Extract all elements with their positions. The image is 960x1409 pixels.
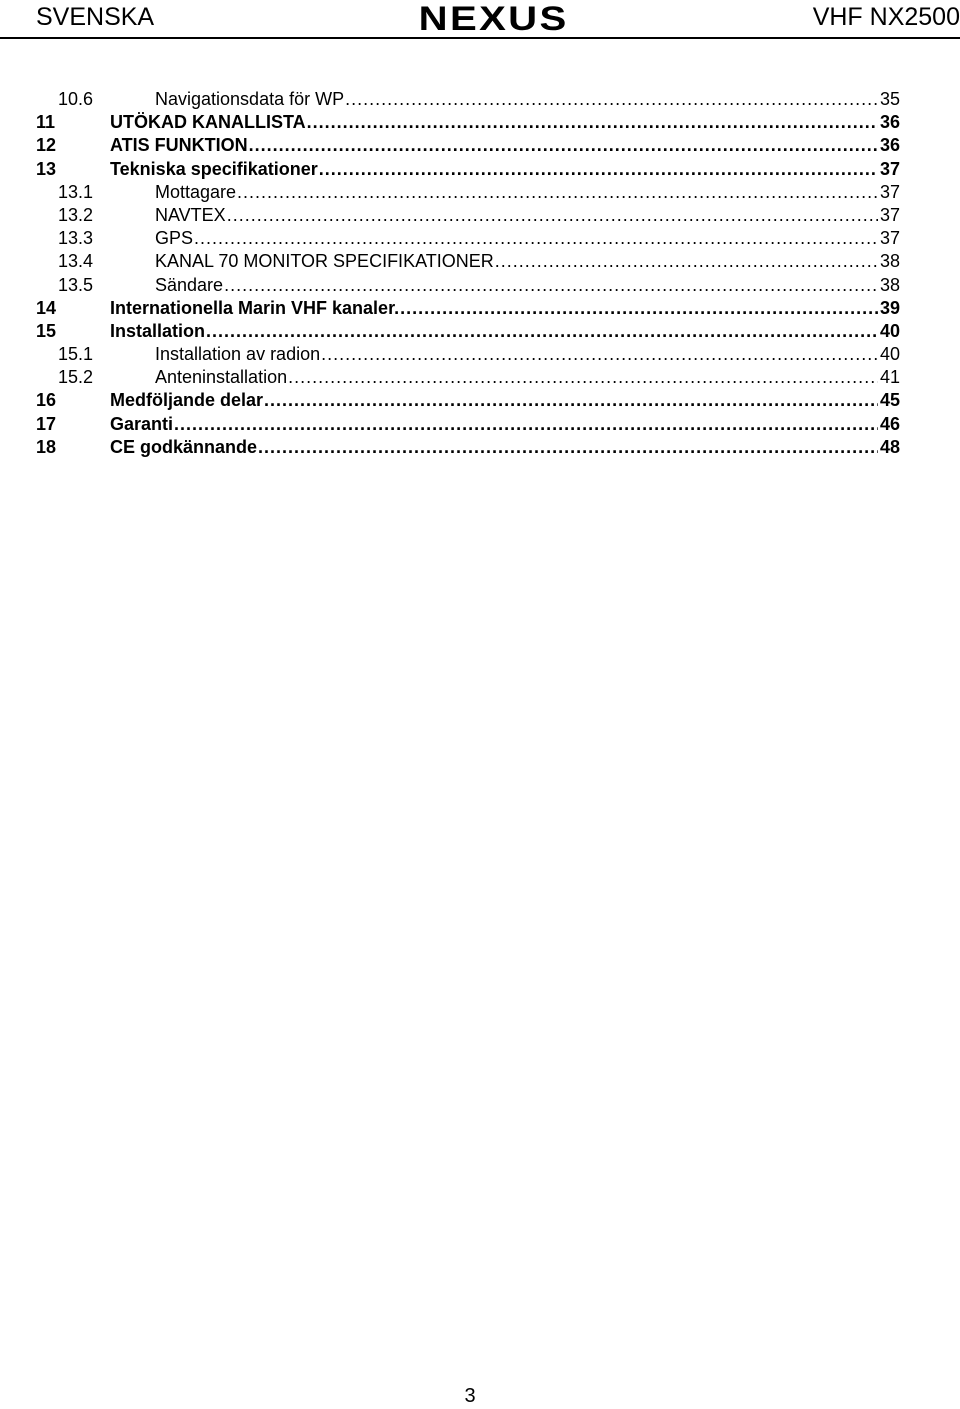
toc-entry-number: 15.1 (58, 344, 94, 365)
toc-entry-number: 12 (36, 135, 57, 156)
toc-entry-number: 13.3 (58, 228, 94, 249)
toc-entry[interactable] (36, 204, 900, 227)
toc-dot-leader (264, 389, 878, 412)
toc-entry-number: 15 (36, 320, 57, 341)
toc-entry-line (110, 320, 900, 343)
header-language: SVENSKA (36, 3, 155, 31)
toc-entry[interactable] (36, 343, 900, 366)
toc-entry-line (110, 436, 900, 459)
toc-entry-title: ATIS FUNKTION (110, 135, 248, 156)
toc-entry-line (110, 134, 900, 157)
toc-entry-line (110, 158, 900, 181)
toc-entry[interactable] (36, 274, 900, 297)
toc-entry[interactable] (36, 297, 900, 320)
toc-entry-title: CE godkännande (110, 436, 258, 457)
nexus-logo (378, 2, 610, 34)
toc-dot-leader (174, 413, 878, 436)
toc-dot-leader (345, 88, 878, 111)
toc-entry-page: 37 (879, 228, 900, 249)
toc-entry-line (155, 204, 900, 227)
toc-entry-page: 41 (879, 367, 900, 388)
toc-dot-leader (258, 436, 878, 459)
toc-entry-title: NAVTEX (155, 204, 226, 225)
toc-entry-line (155, 343, 900, 366)
toc-entry-number: 16 (36, 390, 57, 411)
toc-entry-line (155, 366, 900, 389)
toc-entry-line (110, 297, 900, 320)
toc-entry[interactable] (36, 250, 900, 273)
toc-entry-page: 36 (879, 112, 900, 133)
toc-entry-title: Installation av radion (155, 344, 321, 365)
toc-entry-title: GPS (155, 228, 194, 249)
toc-entry-page: 38 (879, 251, 900, 272)
toc-entry-number: 18 (36, 436, 57, 457)
toc-entry-title: Installation (110, 320, 206, 341)
header-model: VHF NX2500 (812, 3, 960, 31)
toc-dot-leader (319, 158, 878, 181)
toc-entry-title: KANAL 70 MONITOR SPECIFIKATIONER (155, 251, 494, 272)
toc-entry-line (110, 111, 900, 134)
toc-entry[interactable] (36, 158, 900, 181)
toc-entry-number: 13 (36, 158, 57, 179)
page-number: 3 (464, 1385, 476, 1407)
toc-dot-leader (237, 181, 878, 204)
toc-entry-number: 10.6 (58, 89, 94, 109)
toc-entry-line (155, 274, 900, 297)
toc-entry-title: Garanti (110, 413, 174, 434)
toc-entry-title: Mottagare (155, 181, 237, 202)
toc-entry-page: 35 (879, 89, 900, 109)
toc-dot-leader (224, 274, 878, 297)
toc-entry[interactable] (36, 111, 900, 134)
toc-entry-line (155, 250, 900, 273)
toc-entry-number: 13.5 (58, 274, 94, 295)
toc-entry-page: 37 (879, 181, 900, 202)
toc-entry-page: 37 (879, 158, 900, 179)
toc-entry-line (155, 181, 900, 204)
toc-entry-page: 39 (879, 297, 900, 318)
toc-entry-number: 13.1 (58, 181, 94, 202)
toc-dot-leader (249, 134, 878, 157)
toc-entry-line (110, 413, 900, 436)
toc-dot-leader (400, 297, 878, 320)
toc-dot-leader (495, 250, 878, 273)
toc-entry-title: Sändare (155, 274, 224, 295)
toc-entry[interactable] (36, 413, 900, 436)
toc-entry-title: Medföljande delar (110, 390, 264, 411)
toc-entry-line (110, 389, 900, 412)
page-header (0, 0, 960, 40)
toc-entry-page: 46 (879, 413, 900, 434)
toc-entry-title: Anteninstallation (155, 367, 288, 388)
toc-entry-title: Navigationsdata för WP (155, 89, 345, 109)
toc-entry-number: 13.2 (58, 204, 94, 225)
toc-entry-page: 36 (879, 135, 900, 156)
toc-dot-leader (288, 366, 878, 389)
toc-entry[interactable] (36, 366, 900, 389)
toc-entry-title: UTÖKAD KANALLISTA (110, 112, 306, 133)
toc-dot-leader (307, 111, 878, 134)
toc-entry-page: 38 (879, 274, 900, 295)
toc-entry-number: 17 (36, 413, 57, 434)
toc-entry-number: 13.4 (58, 251, 94, 272)
toc-entry[interactable] (36, 88, 900, 111)
toc-entry-page: 40 (879, 320, 900, 341)
toc-entry[interactable] (36, 436, 900, 459)
toc-entry-page: 45 (879, 390, 900, 411)
toc-entry-title: Tekniska specifikationer (110, 158, 318, 179)
toc-entry[interactable] (36, 227, 900, 250)
toc-dot-leader (227, 204, 878, 227)
toc-dot-leader (194, 227, 878, 250)
svg-text:NEXUS: NEXUS (418, 2, 569, 34)
toc-entry-page: 48 (879, 436, 900, 457)
toc-entry[interactable] (36, 320, 900, 343)
table-of-contents (36, 88, 900, 459)
toc-entry-page: 40 (879, 344, 900, 365)
toc-entry-line (155, 227, 900, 250)
toc-entry[interactable] (36, 389, 900, 412)
toc-entry-number: 11 (36, 112, 56, 133)
toc-entry-number: 14 (36, 297, 57, 318)
toc-dot-leader (206, 320, 878, 343)
toc-entry-title: Internationella Marin VHF kanaler. (110, 297, 400, 318)
header-divider (0, 37, 960, 39)
toc-entry-number: 15.2 (58, 367, 94, 388)
toc-entry-page: 37 (879, 204, 900, 225)
toc-entry[interactable] (36, 181, 900, 204)
toc-entry-line (155, 88, 900, 111)
toc-dot-leader (321, 343, 878, 366)
toc-entry[interactable] (36, 134, 900, 157)
